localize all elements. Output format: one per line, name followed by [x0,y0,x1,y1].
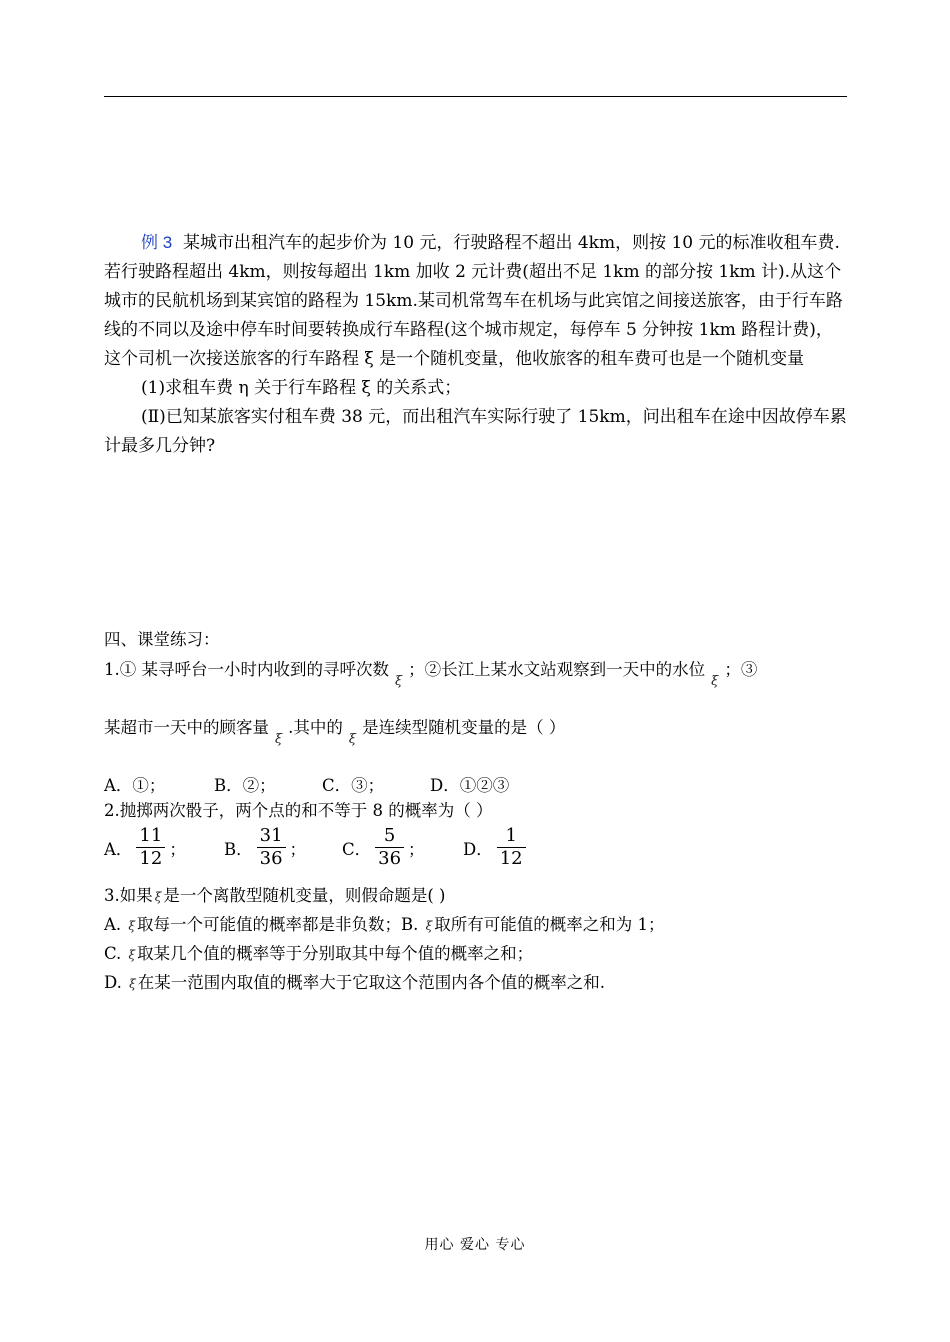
xi-symbol: ξ [154,890,162,904]
q3-options-ab [104,911,849,940]
q2-option-d [463,825,530,870]
numerator: 1 [505,825,517,846]
xi-symbol: ξ [128,948,136,962]
xi-symbol: ξ [711,674,719,689]
fraction [375,825,404,870]
practice-section [104,626,849,654]
numerator: 5 [383,825,396,846]
question-1 [104,656,849,796]
denominator: 36 [259,848,283,869]
xi-symbol: ξ [348,732,357,747]
q1-text-f: 是连续型随机变量的是（ ） [362,718,566,737]
example-3 [104,228,849,461]
fraction [497,825,526,870]
q2-options [104,825,530,870]
q3-d-prefix: D. [104,973,128,992]
xi-symbol: ξ [128,919,136,933]
header-rule [104,96,847,97]
q2-option-a [104,825,224,870]
option-end: ； [169,839,186,859]
q1-option-b: B．②； [214,776,276,795]
option-letter: C． [342,839,372,859]
option-letter: A． [104,839,133,859]
option-end: ； [289,839,307,859]
q1-option-d: D．①②③ [430,776,510,795]
q1-option-a: A．①； [104,776,166,795]
q3-d-text: 在某一范围内取值的概率大于它取这个范围内各个值的概率之和. [137,973,605,992]
q3-c-prefix: C. [104,944,127,963]
example-3-body [104,228,849,374]
numerator: 11 [139,825,163,846]
xi-symbol: ξ [425,919,433,933]
question-2 [104,797,849,887]
example-part-1: (1)求租车费 η 关于行车路程 ξ 的关系式； [141,378,462,398]
fraction [136,825,165,870]
xi-symbol: ξ [395,674,403,689]
example-part-2: (Ⅱ)已知某旅客实付租车费 38 元，而出租汽车实际行驶了 15km，问出租车在途中因故停车累计最多几分钟? [104,407,847,456]
q3-b-text: 取所有可能值的概率之和为 1； [434,915,665,934]
q2-option-b [224,825,342,870]
q1-text-d: 某超市一天中的顾客量 [104,718,269,737]
denominator: 12 [139,848,163,869]
q3-stem-b: 是一个离散型随机变量，则假命题是( ) [163,886,446,905]
q1-text-b: ；②长江上某水文站观察到一天中的水位 [408,660,706,679]
q1-text-c: ；③ [724,660,758,679]
q3-stem-a: 3.如果 [104,886,153,905]
q2-stem: 2.抛掷两次骰子，两个点的和不等于 8 的概率为（ ） [104,801,493,820]
section-title: 四、课堂练习： [104,630,220,649]
q1-line-1 [104,656,758,689]
q3-a-text: 取每一个可能值的概率都是非负数；B. [137,915,424,934]
q1-text-a: 1.① 某寻呼台一小时内收到的寻呼次数 [104,660,389,679]
q1-line-2 [104,714,566,747]
question-3 [104,882,849,998]
q2-option-c [342,825,463,870]
option-letter: D． [463,839,493,859]
denominator: 36 [378,848,402,869]
example-text: 某城市出租汽车的起步价为 10 元，行驶路程不超出 4km，则按 10 元的标准收租车费.若行驶路程超出 4km，则按每超出 1km 加收 2 元计费(超出不足 1km 的部分按 1km 计).从这个城市的民航机场到某宾馆的路程为 15km.某司机常驾车在机场与此宾馆之间接送旅客，由于行车路线的不同以及途中停车时间要转换成行车路程(这个城市规定，每停车 5 分钟按 1km 路程计费)，这个司机一次接送旅客的行车路程 ξ 是一个随机变量，他收旅客的租车费可也是一个随机变量 [104,233,843,369]
q3-option-d [104,969,849,998]
page-footer: 用心 爱心 专心 [424,1237,526,1253]
xi-symbol: ξ [129,977,136,991]
xi-symbol: ξ [275,732,283,747]
fraction [257,825,286,870]
numerator: 31 [259,825,283,846]
option-letter: B． [224,839,253,859]
option-end: ； [408,839,425,859]
q3-stem [104,882,849,911]
example-label: 例 3 [141,233,173,252]
q3-c-text: 取某几个值的概率等于分别取其中每个值的概率之和； [137,944,534,963]
q3-option-c [104,940,849,969]
q1-option-c: C．③； [322,776,385,795]
q3-a-prefix: A. [104,915,127,934]
denominator: 12 [499,848,523,869]
q1-options [104,772,509,796]
q1-text-e: .其中的 [288,718,343,737]
